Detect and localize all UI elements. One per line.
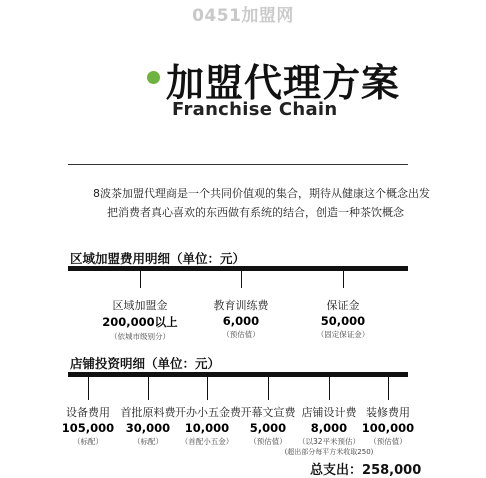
total-value: 258,000 <box>362 463 422 478</box>
store-investment-title: 店铺投资明细（单位：元） <box>70 356 221 371</box>
investment-name: 首批原料费 <box>120 406 176 419</box>
investment-item <box>118 404 178 447</box>
timeline-tick <box>388 376 389 400</box>
investment-name: 设备费用 <box>66 406 110 419</box>
investment-note: （预估值） <box>369 437 407 446</box>
timeline-tick <box>343 270 344 288</box>
regional-fee-item <box>90 297 190 342</box>
title-bullet-icon <box>147 71 160 84</box>
investment-amount: 10,000 <box>184 421 230 435</box>
timeline-tick <box>88 376 89 400</box>
regional-fees-title: 区域加盟费用明细（单位：元） <box>70 251 246 266</box>
investment-note: （预估值） <box>249 437 287 446</box>
investment-item <box>356 404 420 447</box>
fee-name: 区域加盟金 <box>112 299 168 312</box>
intro-line-1: 8波茶加盟代理商是一个共同价值观的集合，期待从健康这个概念出发 <box>93 187 430 200</box>
investment-name: 店铺设计费 <box>301 406 357 419</box>
fee-note: （固定保证金） <box>316 330 370 339</box>
timeline-tick <box>329 376 330 400</box>
investment-note-extra: (超出部分每平方米收取250) <box>284 448 374 456</box>
timeline-tick <box>268 376 269 400</box>
investment-amount: 105,000 <box>61 421 115 435</box>
intro-line-2: 把消费者真心喜欢的东西做有系统的结合，创造一种茶饮概念 <box>107 206 404 219</box>
regional-fee-item <box>293 297 393 340</box>
fee-amount: 200,000以上 <box>102 315 178 329</box>
fee-amount: 50,000 <box>320 314 366 328</box>
store-investment-timeline <box>68 372 408 377</box>
total-colon: ： <box>349 463 363 478</box>
investment-amount: 100,000 <box>361 421 415 435</box>
total-expense <box>310 459 421 478</box>
investment-amount: 30,000 <box>125 421 171 435</box>
regional-fees-timeline <box>68 266 408 271</box>
investment-name: 开办小五金费 <box>175 406 241 419</box>
investment-note: （首配小五金） <box>180 437 234 446</box>
investment-item <box>175 404 239 447</box>
fee-name: 教育训练费 <box>213 299 269 312</box>
investment-name: 装修费用 <box>366 406 410 419</box>
fee-name: 保证金 <box>326 299 360 312</box>
investment-note: （以32平米预估） <box>297 437 361 446</box>
fee-amount: 6,000 <box>222 314 260 328</box>
total-label: 总支出 <box>310 463 350 478</box>
investment-item <box>58 404 118 447</box>
investment-amount: 5,000 <box>249 421 287 435</box>
investment-note: （标配） <box>73 437 103 446</box>
watermark: 0451加盟网 <box>192 6 294 26</box>
timeline-tick <box>207 376 208 400</box>
timeline-tick <box>241 270 242 288</box>
fee-note: （预估值） <box>222 330 260 339</box>
page-title: 加盟代理方案 <box>166 61 401 105</box>
investment-note: （标配） <box>133 437 163 446</box>
fee-note: （依城市级别分） <box>110 332 170 341</box>
page-subtitle: Franchise Chain <box>172 99 338 120</box>
divider <box>68 164 408 165</box>
investment-amount: 8,000 <box>310 421 348 435</box>
regional-fee-item <box>191 297 291 340</box>
timeline-tick <box>140 270 141 288</box>
timeline-tick <box>148 376 149 400</box>
investment-name: 开幕文宣费 <box>240 406 296 419</box>
